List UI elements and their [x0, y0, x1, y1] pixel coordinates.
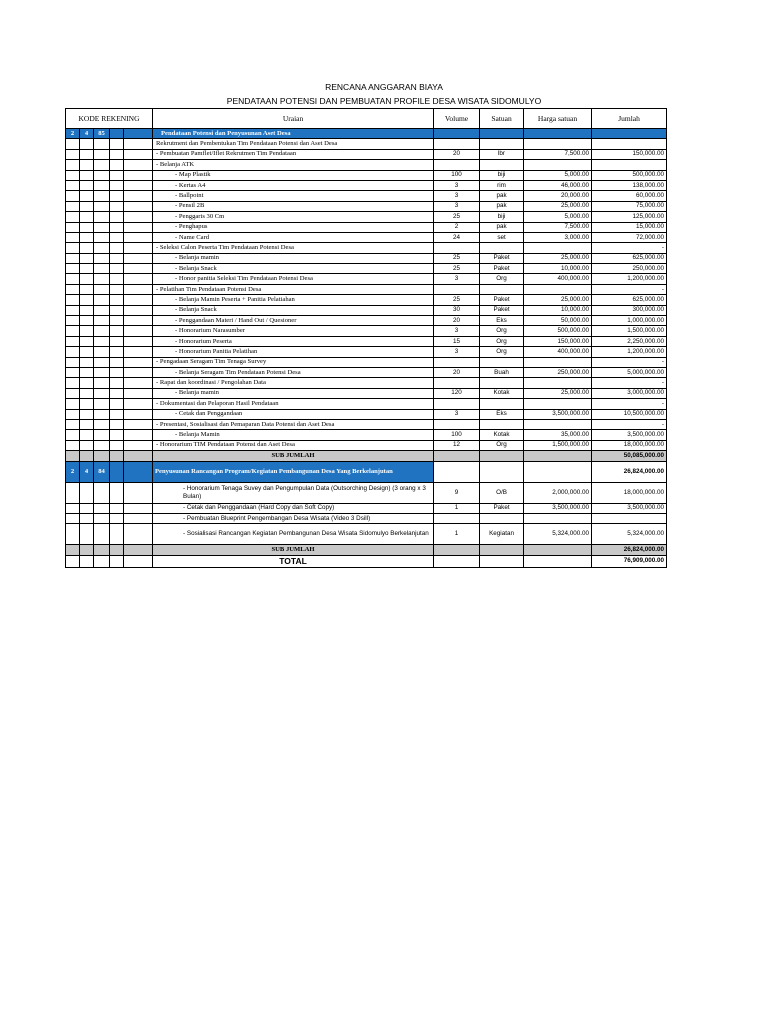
item-volume: 12 [434, 440, 480, 450]
item-description: Rekrutment dan Pembentukan Tim Pendataan Potensi dan Aset Desa [153, 139, 434, 149]
item-unit: Org [480, 274, 524, 284]
item-volume: 15 [434, 336, 480, 346]
item-unit: rim [480, 180, 524, 190]
budget-table [65, 108, 667, 568]
item-amount: 625,000.00 [592, 295, 667, 305]
item-description: - Penggaris 30 Cm [153, 212, 434, 222]
item-unit [480, 399, 524, 409]
item-description: - Belanja Snack [153, 264, 434, 274]
item-description: - Penghapus [153, 222, 434, 232]
item-unit: Eks [480, 409, 524, 419]
item-unit-price: 46,000.00 [524, 180, 592, 190]
item-unit-price [524, 399, 592, 409]
item-amount: 250,000.00 [592, 264, 667, 274]
item-amount: 1,500,000.00 [592, 326, 667, 336]
table-row [66, 274, 667, 284]
table-row [66, 367, 667, 377]
item-amount [592, 160, 667, 170]
item-amount: - [592, 378, 667, 388]
item-volume [434, 139, 480, 149]
item-description: - Pengadaan Seragam Tim Tenaga Survey [153, 357, 434, 367]
item-unit-price: 7,500.00 [524, 222, 592, 232]
item-unit-price: 25,000.00 [524, 201, 592, 211]
item-volume [434, 160, 480, 170]
item-unit: Paket [480, 305, 524, 315]
table-row [66, 419, 667, 429]
item-volume [434, 399, 480, 409]
item-volume: 3 [434, 326, 480, 336]
table-row [66, 160, 667, 170]
document-subtitle: PENDATAAN POTENSI DAN PEMBUATAN PROFILE DESA WISATA SIDOMULYO [226, 96, 542, 106]
item-volume [434, 378, 480, 388]
table-row [66, 170, 667, 180]
item-amount: 3,500,000.00 [592, 503, 667, 513]
table-row [66, 524, 667, 545]
item-volume: 1 [434, 524, 480, 545]
item-unit-price: 20,000.00 [524, 191, 592, 201]
item-volume: 100 [434, 430, 480, 440]
item-unit-price [524, 419, 592, 429]
item-description: - Belanja Mamin [153, 430, 434, 440]
item-description: - Belanja mamin [153, 388, 434, 398]
item-description: - Cetak dan Penggandaan [153, 409, 434, 419]
section1-header-row [66, 129, 667, 139]
item-amount: - [592, 243, 667, 253]
item-description: - Seleksi Calon Peserta Tim Pendataan Potensi Desa [153, 243, 434, 253]
kode-2: 4 [80, 461, 94, 482]
item-description: - Kertas A4 [153, 180, 434, 190]
item-unit: Kotak [480, 388, 524, 398]
item-amount: 5,000,000.00 [592, 367, 667, 377]
subtotal-label-1: SUB JUMLAH [153, 451, 434, 461]
document-header [0, 80, 768, 108]
item-volume [434, 357, 480, 367]
table-row [66, 430, 667, 440]
item-unit: Kotak [480, 430, 524, 440]
subtotal-value-2: 26,824,000.00 [592, 545, 667, 555]
item-unit [480, 513, 524, 523]
item-volume: 120 [434, 388, 480, 398]
item-description: - Sosialisasi Rancangan Kegiatan Pembangunan Desa Wisata Sidomulyo Berkelanjutan [153, 524, 434, 545]
item-description: - Pelatihan Tim Pendataan Potensi Desa [153, 284, 434, 294]
item-amount [592, 513, 667, 523]
item-unit: Paket [480, 264, 524, 274]
item-amount: 300,000.00 [592, 305, 667, 315]
table-row [66, 316, 667, 326]
item-unit: lbr [480, 149, 524, 159]
item-unit: set [480, 232, 524, 242]
item-unit-price: 35,000.00 [524, 430, 592, 440]
item-unit [480, 243, 524, 253]
item-unit: Org [480, 347, 524, 357]
item-unit-price: 25,000.00 [524, 295, 592, 305]
item-unit-price [524, 378, 592, 388]
item-unit: O/B [480, 482, 524, 503]
item-volume: 25 [434, 295, 480, 305]
item-description: - Rapat dan koordinasi / Pengolahan Data [153, 378, 434, 388]
item-description: - Belanja ATK [153, 160, 434, 170]
item-amount: 15,000.00 [592, 222, 667, 232]
table-row [66, 347, 667, 357]
item-volume: 9 [434, 482, 480, 503]
item-unit: Org [480, 440, 524, 450]
item-amount: 150,000.00 [592, 149, 667, 159]
table-row [66, 253, 667, 263]
item-unit-price: 3,000.00 [524, 232, 592, 242]
item-amount: 3,500,000.00 [592, 430, 667, 440]
item-volume: 2 [434, 222, 480, 232]
item-unit: Paket [480, 295, 524, 305]
item-description: - Penggandaan Materi / Hand Out / Quesioner [153, 316, 434, 326]
table-row [66, 503, 667, 513]
subtotal-row-2 [66, 545, 667, 555]
item-unit-price: 50,000.00 [524, 316, 592, 326]
section2-header-row [66, 461, 667, 482]
item-description: - Ballpoint [153, 191, 434, 201]
table-row [66, 264, 667, 274]
subtotal-row-1 [66, 451, 667, 461]
item-amount: 72,000.00 [592, 232, 667, 242]
item-unit-price: 2,000,000.00 [524, 482, 592, 503]
item-description: - Belanja Seragam Tim Pendataan Potensi Desa [153, 367, 434, 377]
item-amount: 1,200,000.00 [592, 347, 667, 357]
item-amount: 3,000,000.00 [592, 388, 667, 398]
section1-title: Pendataan Potensi dan Penyusunan Aset Desa [153, 129, 434, 139]
item-volume [434, 243, 480, 253]
item-unit-price: 150,000.00 [524, 336, 592, 346]
item-unit-price: 5,324,000.00 [524, 524, 592, 545]
table-row [66, 212, 667, 222]
kode-3: 84 [94, 461, 110, 482]
item-unit [480, 419, 524, 429]
item-volume: 3 [434, 201, 480, 211]
item-unit: Org [480, 326, 524, 336]
table-row [66, 378, 667, 388]
item-description: - Pembuatan Blueprint Pengembangan Desa Wisata (Video 3 Dsill) [153, 513, 434, 523]
item-description: - Belanja Mamin Peserta + Panitia Pelatiahan [153, 295, 434, 305]
section2-total: 26,824,000.00 [592, 461, 667, 482]
item-volume: 20 [434, 367, 480, 377]
item-amount: 125,000.00 [592, 212, 667, 222]
table-row [66, 149, 667, 159]
item-unit-price: 3,500,000.00 [524, 409, 592, 419]
col-header-jumlah: Jumlah [592, 109, 667, 129]
table-row [66, 232, 667, 242]
item-unit [480, 357, 524, 367]
item-description: - Map Plastik [153, 170, 434, 180]
item-description: - Honorarium TIM Pendataan Potensi dan Aset Desa [153, 440, 434, 450]
table-row [66, 139, 667, 149]
item-description: - Honorarium Peserta [153, 336, 434, 346]
item-volume: 25 [434, 253, 480, 263]
col-header-kode: KODE REKENING [66, 109, 153, 129]
grand-total-label: TOTAL [153, 555, 434, 567]
item-unit-price: 500,000.00 [524, 326, 592, 336]
item-unit-price: 3,500,000.00 [524, 503, 592, 513]
section1-body [66, 129, 667, 451]
item-amount: 138,000.00 [592, 180, 667, 190]
table-row [66, 326, 667, 336]
item-volume: 3 [434, 180, 480, 190]
item-volume [434, 513, 480, 523]
item-description: - Belanja Snack [153, 305, 434, 315]
item-unit: Kegiatan [480, 524, 524, 545]
item-volume: 20 [434, 316, 480, 326]
item-unit-price: 1,500,000.00 [524, 440, 592, 450]
col-header-volume: Volume [434, 109, 480, 129]
grand-total-value: 76,909,000.00 [592, 555, 667, 567]
item-volume [434, 419, 480, 429]
item-unit-price [524, 243, 592, 253]
item-amount: 1,200,000.00 [592, 274, 667, 284]
table-row [66, 305, 667, 315]
item-unit: pak [480, 201, 524, 211]
item-amount: 625,000.00 [592, 253, 667, 263]
item-unit: Paket [480, 503, 524, 513]
item-unit-price: 10,000.00 [524, 264, 592, 274]
section2-title: Penyusunan Rancangan Program/Kegiatan Pembangunan Desa Yang Berkelanjutan [153, 461, 434, 482]
table-row [66, 513, 667, 523]
item-unit-price: 5,000.00 [524, 170, 592, 180]
item-amount: 60,000.00 [592, 191, 667, 201]
kode-2: 4 [80, 129, 94, 139]
item-description: - Pembuatan Pamflet/Iflet Rekrutmen Tim Pendataan [153, 149, 434, 159]
item-volume [434, 284, 480, 294]
item-description: - Cetak dan Penggandaan (Hard Copy dan Soft Copy) [153, 503, 434, 513]
item-description: - Pensil 2B [153, 201, 434, 211]
col-header-harga: Harga satuan [524, 109, 592, 129]
table-row [66, 222, 667, 232]
item-unit [480, 378, 524, 388]
item-unit-price: 400,000.00 [524, 274, 592, 284]
item-unit-price: 7,500.00 [524, 149, 592, 159]
item-unit-price: 400,000.00 [524, 347, 592, 357]
item-unit: Eks [480, 316, 524, 326]
item-volume: 25 [434, 264, 480, 274]
subtotal-value-1: 50,085,000.00 [592, 451, 667, 461]
item-description: - Name Card [153, 232, 434, 242]
table-row [66, 482, 667, 503]
item-unit-price: 25,000.00 [524, 388, 592, 398]
item-unit [480, 160, 524, 170]
item-volume: 20 [434, 149, 480, 159]
table-row [66, 409, 667, 419]
item-volume: 3 [434, 274, 480, 284]
item-unit: Paket [480, 253, 524, 263]
item-unit-price: 250,000.00 [524, 367, 592, 377]
table-row [66, 295, 667, 305]
table-row [66, 191, 667, 201]
item-unit-price: 10,000.00 [524, 305, 592, 315]
kode-1: 2 [66, 461, 80, 482]
item-amount: - [592, 399, 667, 409]
item-volume: 3 [434, 191, 480, 201]
item-amount: 2,250,000.00 [592, 336, 667, 346]
document-title: RENCANA ANGGARAN BIAYA [325, 82, 443, 92]
item-amount: - [592, 357, 667, 367]
table-row [66, 336, 667, 346]
col-header-uraian: Uraian [153, 109, 434, 129]
item-volume: 25 [434, 212, 480, 222]
section2-body [66, 482, 667, 545]
item-unit: Buah [480, 367, 524, 377]
kode-3: 85 [94, 129, 110, 139]
table-header-row [66, 109, 667, 129]
item-amount: 18,000,000.00 [592, 440, 667, 450]
item-description: - Honorarium Narasumber [153, 326, 434, 336]
item-unit-price [524, 284, 592, 294]
item-volume: 1 [434, 503, 480, 513]
col-header-satuan: Satuan [480, 109, 524, 129]
item-amount: - [592, 419, 667, 429]
item-description: - Belanja mamin [153, 253, 434, 263]
table-row [66, 180, 667, 190]
table-row [66, 284, 667, 294]
item-volume: 3 [434, 409, 480, 419]
item-amount: 10,500,000.00 [592, 409, 667, 419]
item-description: - Honorarium Tenaga Suvey dan Pengumpulan Data (Outsorching Design) (3 orang x 3 Bulan) [153, 482, 434, 503]
item-amount: 18,000,000.00 [592, 482, 667, 503]
item-amount [592, 139, 667, 149]
item-amount: - [592, 284, 667, 294]
item-unit-price [524, 160, 592, 170]
item-unit: biji [480, 212, 524, 222]
item-volume: 24 [434, 232, 480, 242]
subtotal-label-2: SUB JUMLAH [153, 545, 434, 555]
table-row [66, 357, 667, 367]
item-amount: 1,000,000.00 [592, 316, 667, 326]
table-row [66, 201, 667, 211]
item-unit: pak [480, 222, 524, 232]
item-amount: 5,324,000.00 [592, 524, 667, 545]
item-unit [480, 284, 524, 294]
item-unit-price [524, 513, 592, 523]
item-description: - Honorarium Panitia Pelatihan [153, 347, 434, 357]
item-unit-price: 25,000.00 [524, 253, 592, 263]
item-unit [480, 139, 524, 149]
item-unit-price [524, 357, 592, 367]
item-unit: Org [480, 336, 524, 346]
table-row [66, 399, 667, 409]
table-row [66, 440, 667, 450]
kode-1: 2 [66, 129, 80, 139]
item-volume: 30 [434, 305, 480, 315]
item-description: - Honor panitia Seleksi Tim Pendataan Potensi Desa [153, 274, 434, 284]
grand-total-row [66, 555, 667, 567]
table-row [66, 388, 667, 398]
item-unit: biji [480, 170, 524, 180]
item-amount: 75,000.00 [592, 201, 667, 211]
item-volume: 100 [434, 170, 480, 180]
item-description: - Dokumentasi dan Pelaporan Hasil Pendataan [153, 399, 434, 409]
item-amount: 500,000.00 [592, 170, 667, 180]
item-description: - Presentasi, Sosialisasi dan Pemaparan Data Potensi dan Aset Desa [153, 419, 434, 429]
item-unit-price [524, 139, 592, 149]
item-unit: pak [480, 191, 524, 201]
item-volume: 3 [434, 347, 480, 357]
item-unit-price: 5,000.00 [524, 212, 592, 222]
table-row [66, 243, 667, 253]
